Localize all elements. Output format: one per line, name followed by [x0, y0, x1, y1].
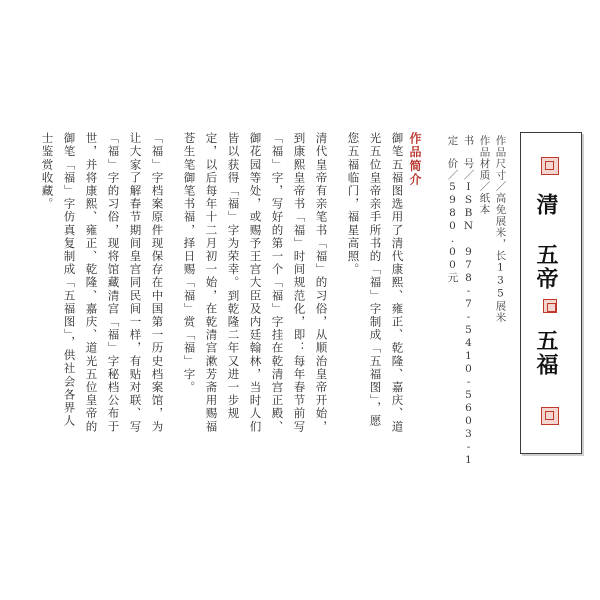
meta-isbn: 书 号／ISBN 978-7-5410-5603-1 [462, 135, 475, 467]
title-fortunes: 五福 [533, 329, 559, 377]
intro-line: 世，并将康熙、雍正、乾隆、嘉庆、道光五位皇帝的 [84, 132, 99, 434]
intro-line: 士鉴赏收藏。 [40, 132, 55, 211]
meta-size: 作品尺寸／高免展米，长135展米 [494, 135, 507, 324]
intro-line: 「福」字的习俗，现将馆藏清宫「福」字秘档公布于 [106, 132, 121, 434]
intro-line: 「福」字档案原件现保存在中国第一历史档案馆，为 [150, 132, 165, 434]
intro-line: 到康熙皇帝书「福」时间规范化，即：每年春节前写 [292, 132, 307, 434]
intro-line: 「福」字，写好的第一个「福」字挂在乾清宫正殿、 [270, 132, 285, 434]
intro-line: 御笔五福图选用了清代康熙、雍正、乾隆、嘉庆、道 [390, 132, 405, 434]
intro-line: 苍生笔御笔书福，择日赐「福」赏「福」字。 [182, 132, 197, 394]
intro-line: 清代皇帝有亲笔书「福」的习俗，从顺治皇帝开始， [314, 132, 329, 434]
intro-line: 皆以获得「福」字为荣幸。到乾隆二年又进一步规 [226, 132, 241, 421]
title-emperors: 五帝 [533, 243, 559, 291]
intro-heading: 作品简介 [408, 132, 422, 187]
meta-price: 定 价／5980.00元 [446, 135, 459, 284]
intro-line: 您五福临门，福星高照。 [346, 132, 361, 277]
seal-stamp-icon [541, 157, 559, 175]
seal-stamp-icon [541, 407, 559, 425]
title-box [520, 132, 582, 454]
title-dynasty: 清 [533, 193, 559, 217]
intro-line: 御花园等处，或赐予王宫大臣及内廷翰林，当时人们 [248, 132, 263, 434]
meta-material: 作品材质／纸本 [478, 135, 491, 216]
intro-line: 光五位皇帝亲手所书的「福」字制成「五福图」，愿 [368, 132, 383, 428]
intro-line: 定，以后每年十二月初一始，在乾清宫漱芳斋用赐福 [204, 132, 219, 434]
intro-line: 御笔「福」字仿真复制成「五福图」，供社会各界人 [62, 132, 77, 428]
small-seal-icon [543, 299, 557, 313]
intro-line: 让大家了解春节期间皇宫同民间一样，有贴对联、写 [128, 132, 143, 434]
